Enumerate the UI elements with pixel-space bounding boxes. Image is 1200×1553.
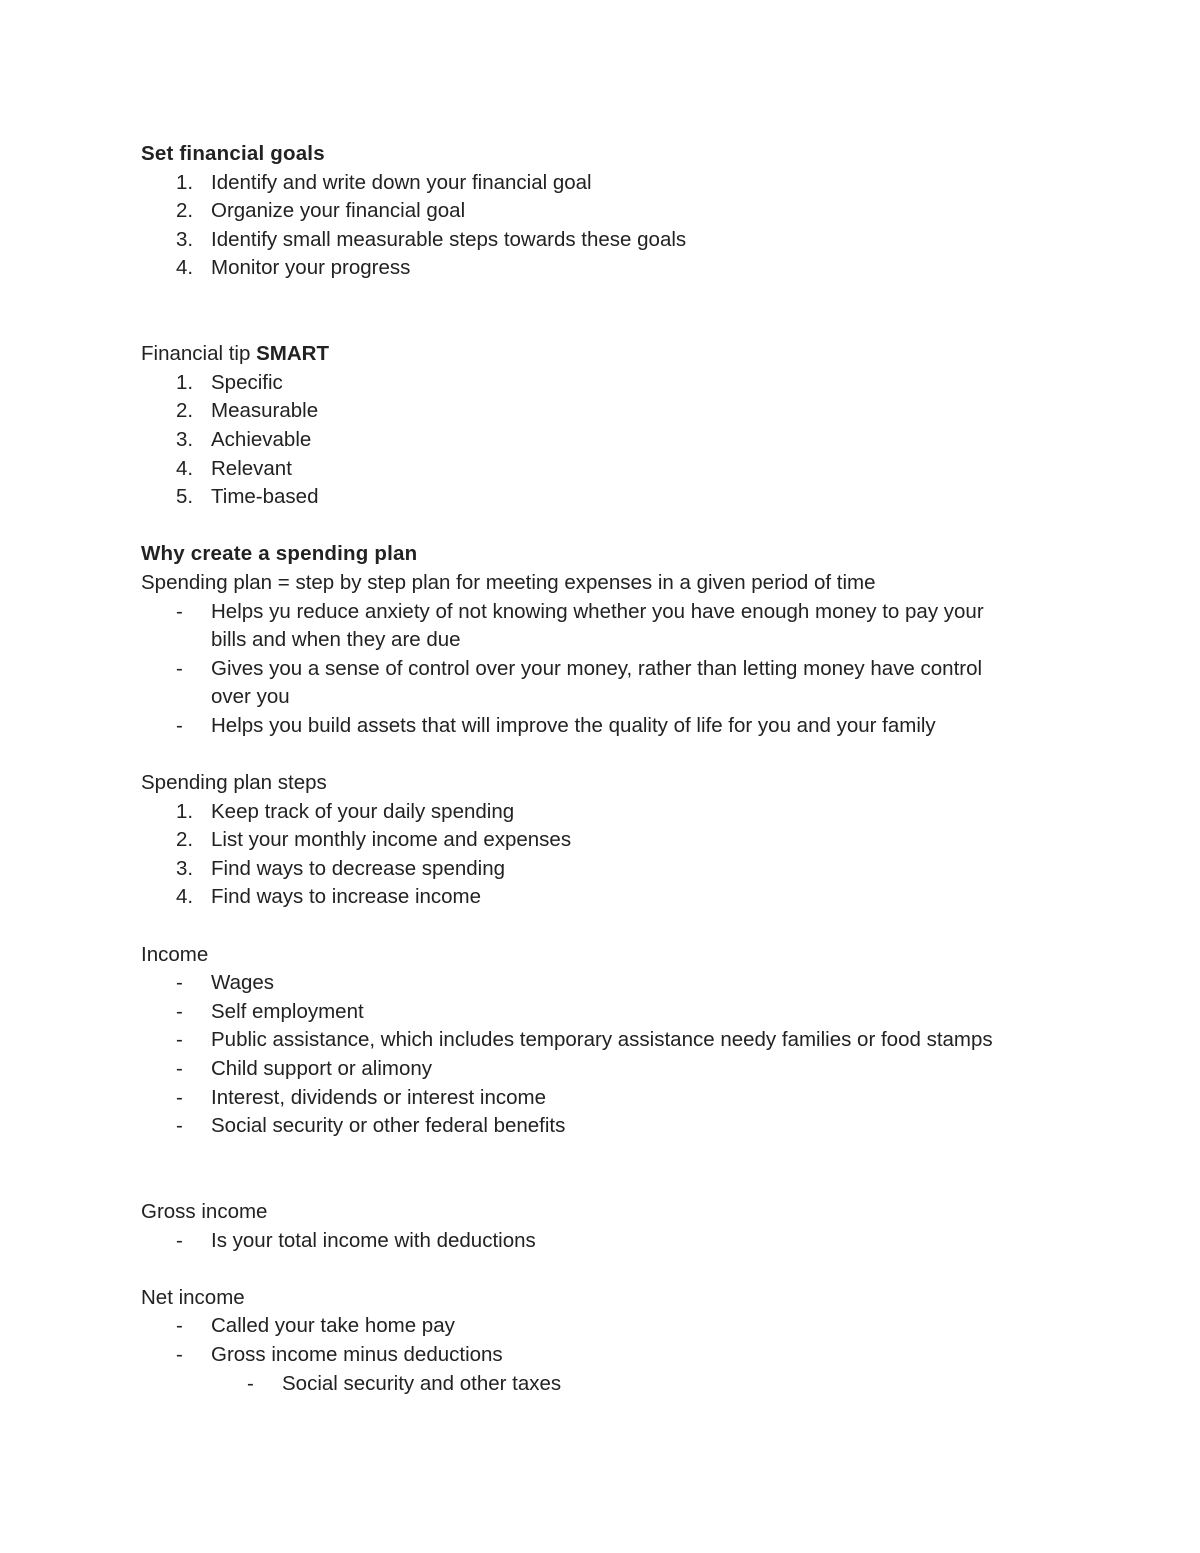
- list-dash: -: [176, 713, 183, 737]
- list-number: 3.: [176, 856, 194, 880]
- list-number: 4.: [176, 885, 194, 909]
- list-item: [141, 169, 1061, 198]
- list-dash: -: [176, 599, 183, 623]
- list-item: [141, 1227, 1061, 1256]
- list-item: [141, 655, 1061, 684]
- section-heading-net-income: Net income: [141, 1285, 245, 1309]
- list-item: [141, 1112, 1061, 1141]
- list-item: [141, 455, 1061, 484]
- list-item-text: Relevant: [211, 456, 292, 480]
- list-item: [141, 1312, 1061, 1341]
- list-item-text: Helps you build assets that will improve the quality of life for you and your family: [211, 713, 936, 737]
- list-number: 4.: [176, 456, 194, 480]
- heading-bold-smart: SMART: [256, 342, 329, 366]
- list-number: 2.: [176, 399, 194, 423]
- list-item-text: Find ways to increase income: [211, 885, 482, 909]
- list-item-text: Keep track of your daily spending: [211, 799, 515, 823]
- list-item-text: Interest, dividends or interest income: [211, 1085, 546, 1109]
- list-item-text: List your monthly income and expenses: [211, 828, 572, 852]
- list-item: [141, 598, 1061, 627]
- list-item-text: Called your take home pay: [211, 1314, 455, 1338]
- list-dash: -: [176, 1114, 183, 1138]
- list-dash: -: [176, 999, 183, 1023]
- list-dash: -: [176, 1085, 183, 1109]
- list-item-text: Social security or other federal benefits: [211, 1114, 566, 1138]
- list-item: [141, 226, 1061, 255]
- list-item: [141, 483, 1061, 512]
- list-item-text: Helps yu reduce anxiety of not knowing whether you have enough money to pay your: [211, 599, 984, 623]
- list-number: 1.: [176, 170, 194, 194]
- list-item: [141, 1055, 1061, 1084]
- list-item: [141, 798, 1061, 827]
- list-item-text: Identify and write down your financial goal: [211, 170, 592, 194]
- list-dash: -: [176, 656, 183, 680]
- list-item: [141, 397, 1061, 426]
- list-dash: -: [176, 1028, 183, 1052]
- list-dash: -: [176, 971, 183, 995]
- section-heading-spending-plan: Why create a spending plan: [141, 542, 418, 566]
- list-dash: -: [247, 1371, 254, 1395]
- list-dash: -: [176, 1342, 183, 1366]
- list-item-text: Social security and other taxes: [282, 1371, 562, 1395]
- list-item: [141, 369, 1061, 398]
- list-number: 2.: [176, 828, 194, 852]
- list-item-continuation: over you: [211, 685, 290, 709]
- list-item-continuation: bills and when they are due: [211, 628, 461, 652]
- list-number: 4.: [176, 256, 194, 280]
- list-number: 5.: [176, 485, 194, 509]
- list-item-text: Time-based: [211, 485, 319, 509]
- list-item-text: Public assistance, which includes temporary assistance needy families or food stamps: [211, 1028, 993, 1052]
- section-heading-financial-tip: [141, 340, 1061, 369]
- list-item-text: Gross income minus deductions: [211, 1342, 503, 1366]
- document-page: [141, 140, 1061, 1398]
- definition-text: Spending plan = step by step plan for meeting expenses in a given period of time: [141, 570, 876, 594]
- list-number: 3.: [176, 227, 194, 251]
- list-number: 2.: [176, 199, 194, 223]
- list-item: [141, 712, 1061, 741]
- list-item-text: Is your total income with deductions: [211, 1228, 536, 1252]
- list-dash: -: [176, 1057, 183, 1080]
- list-number: 3.: [176, 427, 194, 451]
- list-dash: -: [176, 1314, 183, 1338]
- list-item-text: Measurable: [211, 399, 319, 423]
- list-item-text: Child support or alimony: [211, 1057, 433, 1080]
- list-item-text: Wages: [211, 971, 275, 995]
- list-item-text: Specific: [211, 370, 283, 394]
- list-item-text: Self employment: [211, 999, 364, 1023]
- list-item-text: Identify small measurable steps towards these goals: [211, 227, 687, 251]
- section-heading-gross-income: Gross income: [141, 1199, 268, 1223]
- list-item: [141, 1341, 1061, 1370]
- sub-list-item: [141, 1370, 1061, 1399]
- list-item-text: Organize your financial goal: [211, 199, 466, 223]
- list-dash: -: [176, 1228, 183, 1252]
- list-item: [141, 197, 1061, 226]
- section-heading-income: Income: [141, 942, 209, 966]
- list-item-text: Achievable: [211, 427, 312, 451]
- list-item: [141, 426, 1061, 455]
- list-item: [141, 998, 1061, 1027]
- list-item-text: Find ways to decrease spending: [211, 856, 506, 880]
- list-item: [141, 855, 1061, 884]
- list-item-text: Gives you a sense of control over your money, rather than letting money have control: [211, 656, 983, 680]
- section-heading-plan-steps: Spending plan steps: [141, 771, 327, 795]
- heading-prefix: Financial tip: [141, 342, 257, 366]
- list-item: [141, 883, 1061, 912]
- list-item: [141, 1026, 1061, 1055]
- section-heading-financial-goals: Set financial goals: [141, 142, 325, 165]
- list-number: 1.: [176, 799, 194, 823]
- list-item: [141, 969, 1061, 998]
- list-item: [141, 826, 1061, 855]
- list-item: [141, 1084, 1061, 1113]
- list-number: 1.: [176, 370, 194, 394]
- list-item: [141, 254, 1061, 283]
- list-item-text: Monitor your progress: [211, 256, 411, 280]
